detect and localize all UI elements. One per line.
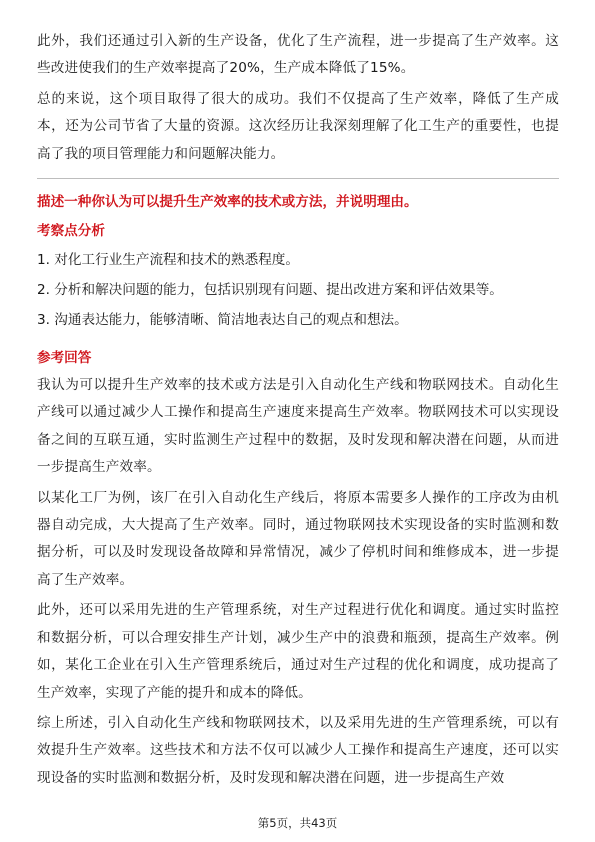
document-page: [37, 28, 559, 792]
answer-heading: 参考回答: [37, 350, 92, 367]
analysis-item-1: 1. 对化工行业生产流程和技术的熟悉程度。: [37, 252, 299, 269]
answer-paragraph-4: 综上所述，引入自动化生产线和物联网技术，以及采用先进的生产管理系统，可以有效提升生产效率。这些技术和方法不仅可以减少人工操作和提高生产速度，还可以实现设备的实时监测和数据分析，及时发现和解决潜在问题，进一步提高生产效: [37, 714, 559, 786]
page-number: 第5页，共43页: [257, 816, 338, 830]
section-divider: [37, 178, 559, 179]
question-heading: 描述一种你认为可以提升生产效率的技术或方法，并说明理由。: [37, 194, 418, 211]
answer-paragraph-3: 此外，还可以采用先进的生产管理系统，对生产过程进行优化和调度。通过实时监控和数据分析，可以合理安排生产计划，减少生产中的浪费和瓶颈，提高生产效率。例如，某化工企业在引入生产管理系统后，通过对生产过程的优化和调度，成功提高了生产效率，实现了产能的提升和成本的降低。: [37, 602, 559, 701]
analysis-item-3: 3. 沟通表达能力，能够清晰、简洁地表达自己的观点和想法。: [37, 312, 408, 329]
answer-paragraph-1: 我认为可以提升生产效率的技术或方法是引入自动化生产线和物联网技术。自动化生产线可以通过减少人工操作和提高生产速度来提高生产效率。物联网技术可以实现设备之间的互联互通，实时监测生产过程中的数据，及时发现和解决潜在问题，从而进一步提高生产效率。: [37, 377, 559, 476]
analysis-heading: 考察点分析: [37, 223, 105, 240]
intro-paragraph-2: 总的来说，这个项目取得了很大的成功。我们不仅提高了生产效率，降低了生产成本，还为公司节省了大量的资源。这次经历让我深刻理解了化工生产的重要性，也提高了我的项目管理能力和问题解决能力。: [37, 90, 559, 162]
answer-paragraph-2: 以某化工厂为例，该厂在引入自动化生产线后，将原本需要多人操作的工序改为由机器自动完成，大大提高了生产效率。同时，通过物联网技术实现设备的实时监测和数据分析，可以及时发现设备故障和异常情况，减少了停机时间和维修成本，进一步提高了生产效率。: [37, 489, 559, 588]
analysis-item-2: 2. 分析和解决问题的能力，包括识别现有问题、提出改进方案和评估效果等。: [37, 282, 503, 299]
intro-paragraph-1: 此外，我们还通过引入新的生产设备，优化了生产流程，进一步提高了生产效率。这些改进使我们的生产效率提高了20%，生产成本降低了15%。: [37, 33, 559, 77]
